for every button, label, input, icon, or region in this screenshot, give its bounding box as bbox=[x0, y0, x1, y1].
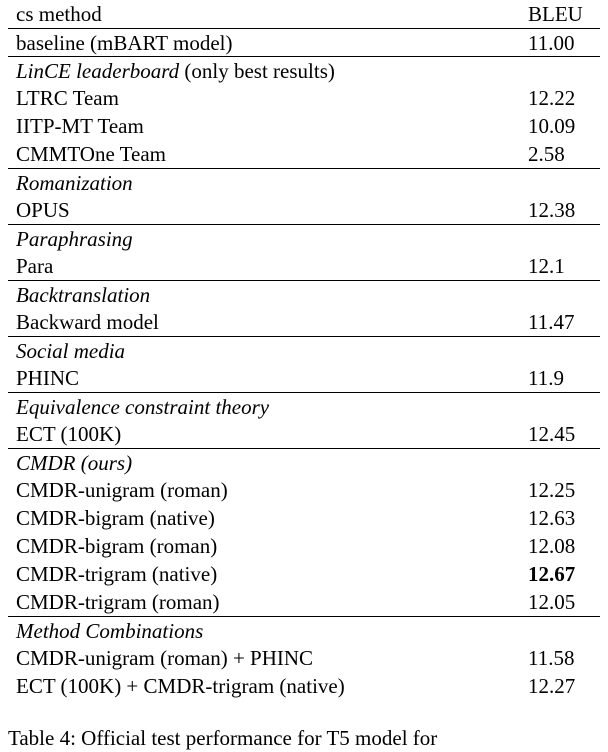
row-label: ECT (100K) bbox=[16, 422, 122, 446]
row-value: 12.25 bbox=[528, 478, 576, 502]
section-title-row bbox=[8, 224, 600, 252]
section-title: Equivalence constraint theory bbox=[16, 394, 270, 419]
baseline-label: baseline (mBART model) bbox=[16, 30, 233, 55]
table-row bbox=[8, 532, 600, 560]
row-label: ECT (100K) + CMDR-trigram (native) bbox=[16, 674, 345, 698]
table-row bbox=[8, 308, 600, 336]
row-value: 12.27 bbox=[528, 674, 576, 698]
section-title-row bbox=[8, 448, 600, 476]
section-title-row bbox=[8, 616, 600, 644]
table-row bbox=[8, 504, 600, 532]
table-row bbox=[8, 672, 600, 700]
table-row bbox=[8, 84, 600, 112]
row-value: 12.45 bbox=[528, 422, 576, 446]
section-title-wrap bbox=[16, 337, 125, 365]
row-value: 12.05 bbox=[528, 590, 576, 614]
table-row bbox=[8, 196, 600, 224]
row-value: 12.38 bbox=[528, 198, 576, 222]
row-value: 12.63 bbox=[528, 506, 576, 530]
table-row bbox=[8, 588, 600, 616]
row-label: Para bbox=[16, 254, 54, 278]
table-row bbox=[8, 644, 600, 672]
row-label: OPUS bbox=[16, 198, 70, 222]
table-row bbox=[8, 476, 600, 504]
table-row bbox=[8, 560, 600, 588]
row-label: IITP-MT Team bbox=[16, 114, 144, 138]
section-title-wrap bbox=[16, 281, 150, 309]
row-value: 12.1 bbox=[528, 254, 565, 278]
section-title: Romanization bbox=[16, 170, 133, 195]
table-caption: Table 4: Official test performance for T5 model for bbox=[8, 726, 438, 750]
section-title-wrap bbox=[16, 393, 269, 421]
table-row bbox=[8, 364, 600, 392]
section-title-wrap bbox=[16, 617, 203, 645]
section-title-row bbox=[8, 168, 600, 196]
row-value: 11.9 bbox=[528, 366, 564, 390]
row-label: PHINC bbox=[16, 366, 80, 390]
baseline-value: 11.00 bbox=[528, 30, 575, 55]
row-label: CMDR-unigram (roman) + PHINC bbox=[16, 646, 314, 670]
section-title: Paraphrasing bbox=[16, 226, 133, 251]
section-title-wrap bbox=[16, 57, 335, 85]
section-title-row bbox=[8, 280, 600, 308]
row-label: Backward model bbox=[16, 310, 159, 334]
section-title-wrap bbox=[16, 449, 132, 477]
row-value: 12.67 bbox=[528, 562, 576, 586]
section-note: (only best results) bbox=[179, 58, 335, 83]
row-label: CMDR-trigram (roman) bbox=[16, 590, 220, 614]
row-value: 12.08 bbox=[528, 534, 576, 558]
section-title-wrap bbox=[16, 169, 133, 197]
baseline-row bbox=[8, 28, 600, 56]
section-title-row bbox=[8, 336, 600, 364]
section-title: Backtranslation bbox=[16, 282, 151, 307]
section-title-row bbox=[8, 392, 600, 420]
row-value: 12.22 bbox=[528, 86, 576, 110]
section-title: LinCE leaderboard bbox=[16, 58, 180, 83]
section-title: CMDR (ours) bbox=[16, 450, 133, 475]
section-title: Method Combinations bbox=[16, 618, 204, 643]
table-header bbox=[8, 0, 600, 28]
results-table bbox=[8, 0, 600, 700]
section-title-row bbox=[8, 56, 600, 84]
table-row bbox=[8, 112, 600, 140]
row-label: CMDR-bigram (roman) bbox=[16, 534, 218, 558]
row-label: CMDR-trigram (native) bbox=[16, 562, 218, 586]
row-value: 2.58 bbox=[528, 142, 565, 166]
row-label: CMDR-unigram (roman) bbox=[16, 478, 228, 502]
row-label: CMMTOne Team bbox=[16, 142, 166, 166]
row-value: 10.09 bbox=[528, 114, 576, 138]
section-title: Social media bbox=[16, 338, 126, 363]
header-metric: BLEU bbox=[528, 2, 583, 26]
table-row bbox=[8, 252, 600, 280]
row-value: 11.58 bbox=[528, 646, 575, 670]
table-row bbox=[8, 420, 600, 448]
table-row bbox=[8, 140, 600, 168]
row-value: 11.47 bbox=[528, 310, 575, 334]
header-method: cs method bbox=[16, 2, 102, 26]
row-label: CMDR-bigram (native) bbox=[16, 506, 215, 530]
sections-container bbox=[8, 56, 600, 700]
row-label: LTRC Team bbox=[16, 86, 119, 110]
section-title-wrap bbox=[16, 225, 133, 253]
